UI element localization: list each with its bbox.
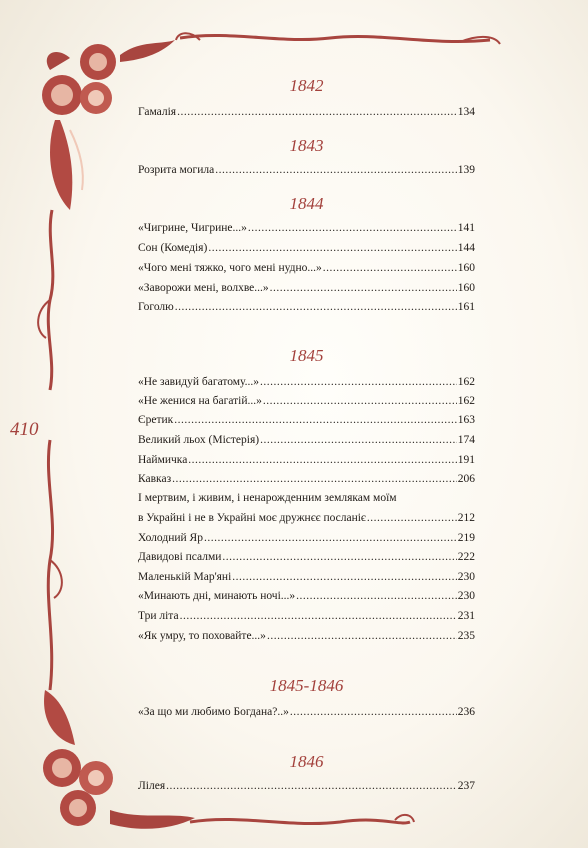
toc-entry[interactable] [138,780,475,796]
section-year-1846: 1846 [289,752,324,771]
entry-title: Три літа [138,610,179,622]
entry-page: 162 [457,395,475,407]
dot-leader [180,610,457,622]
dot-leader [267,630,457,642]
dot-leader [174,414,457,426]
toc-entry[interactable] [138,473,475,489]
dot-leader [222,551,456,563]
dot-leader [172,473,457,485]
toc-entry[interactable] [138,222,475,238]
dot-leader [177,106,457,118]
entry-title: «Минають дні, минають ночі...» [138,590,296,602]
entry-title: «Чигрине, Чигрине...» [138,222,247,234]
entry-page: 160 [457,282,475,294]
entry-page: 237 [457,780,475,792]
toc-entry[interactable] [138,590,475,606]
toc-entry[interactable] [138,164,475,180]
entry-page: 160 [457,262,475,274]
entry-page: 162 [457,376,475,388]
toc-entry[interactable] [138,571,475,587]
entry-page: 222 [457,551,475,563]
entry-title: «Чого мені тяжко, чого мені нудно...» [138,262,322,274]
toc-entry[interactable] [138,376,475,392]
entry-title: Давидові псалми [138,551,222,563]
entry-title: Єретик [138,414,174,426]
entry-title: Холодний Яр [138,532,203,544]
section-year-1844: 1844 [289,194,324,213]
dot-leader [215,164,457,176]
entry-page: 141 [457,222,475,234]
entry-title: «За що ми любимо Богдана?..» [138,706,289,718]
entry-title: в Украйні і не в Украйні моє дружнєє посланіє [138,512,366,524]
entry-page: 161 [457,301,475,313]
entry-title: «Не завидуй багатому...» [138,376,260,388]
entry-page: 236 [457,706,475,718]
entry-title: «Не женися на багатій...» [138,395,262,407]
dot-leader [260,434,457,446]
entry-title: «Заворожи мені, волхве...» [138,282,269,294]
entry-page: 231 [457,610,475,622]
dot-leader [188,454,456,466]
entry-page: 206 [457,473,475,485]
toc-entry[interactable] [138,706,475,722]
dot-leader [323,262,457,274]
dot-leader [204,532,457,544]
toc-entry[interactable] [138,282,475,298]
dot-leader [296,590,457,602]
entry-title: Розрита могила [138,164,215,176]
entry-page: 230 [457,590,475,602]
entry-title: Наймичка [138,454,188,466]
entry-title: Великий льох (Містерія) [138,434,260,446]
entry-title: Гоголю [138,301,174,313]
section-year-1843: 1843 [289,136,324,155]
toc-entry[interactable] [138,106,475,122]
toc-entry[interactable] [138,434,475,450]
section-year-1845: 1845 [289,346,324,365]
entry-title: «Як умру, то поховайте...» [138,630,266,642]
toc-entry[interactable] [138,454,475,470]
dot-leader [260,376,457,388]
page-number: 410 [10,419,39,440]
dot-leader [263,395,457,407]
toc-entry[interactable] [138,414,475,430]
entry-page: 144 [457,242,475,254]
dot-leader [290,706,457,718]
toc-entry[interactable] [138,630,475,646]
dot-leader [208,242,456,254]
section-year-1845-1846: 1845-1846 [269,676,344,695]
entry-title: Сон (Комедія) [138,242,208,254]
entry-title-line1: І мертвим, і живим, і ненарожденним землякам моїм [138,492,397,504]
entry-title: Маленькій Мар'яні [138,571,232,583]
entry-title: Кавказ [138,473,172,485]
entry-page: 212 [457,512,475,524]
toc-entry[interactable] [138,395,475,411]
entry-title: Гамалія [138,106,177,118]
dot-leader [232,571,456,583]
toc-entry[interactable] [138,532,475,548]
toc-entry[interactable] [138,610,475,626]
toc-entry[interactable] [138,551,475,567]
entry-title: Лілея [138,780,166,792]
dot-leader [367,512,457,524]
toc-entry[interactable] [138,262,475,278]
entry-page: 219 [457,532,475,544]
entry-page: 174 [457,434,475,446]
entry-page: 139 [457,164,475,176]
toc-entry[interactable] [138,242,475,258]
toc-entry[interactable] [138,512,475,528]
entry-page: 163 [457,414,475,426]
dot-leader [270,282,457,294]
entry-page: 191 [457,454,475,466]
toc-entry[interactable] [138,301,475,317]
dot-leader [175,301,457,313]
dot-leader [166,780,457,792]
entry-page: 235 [457,630,475,642]
section-year-1842: 1842 [289,76,324,95]
entry-page: 230 [457,571,475,583]
dot-leader [248,222,457,234]
entry-page: 134 [457,106,475,118]
